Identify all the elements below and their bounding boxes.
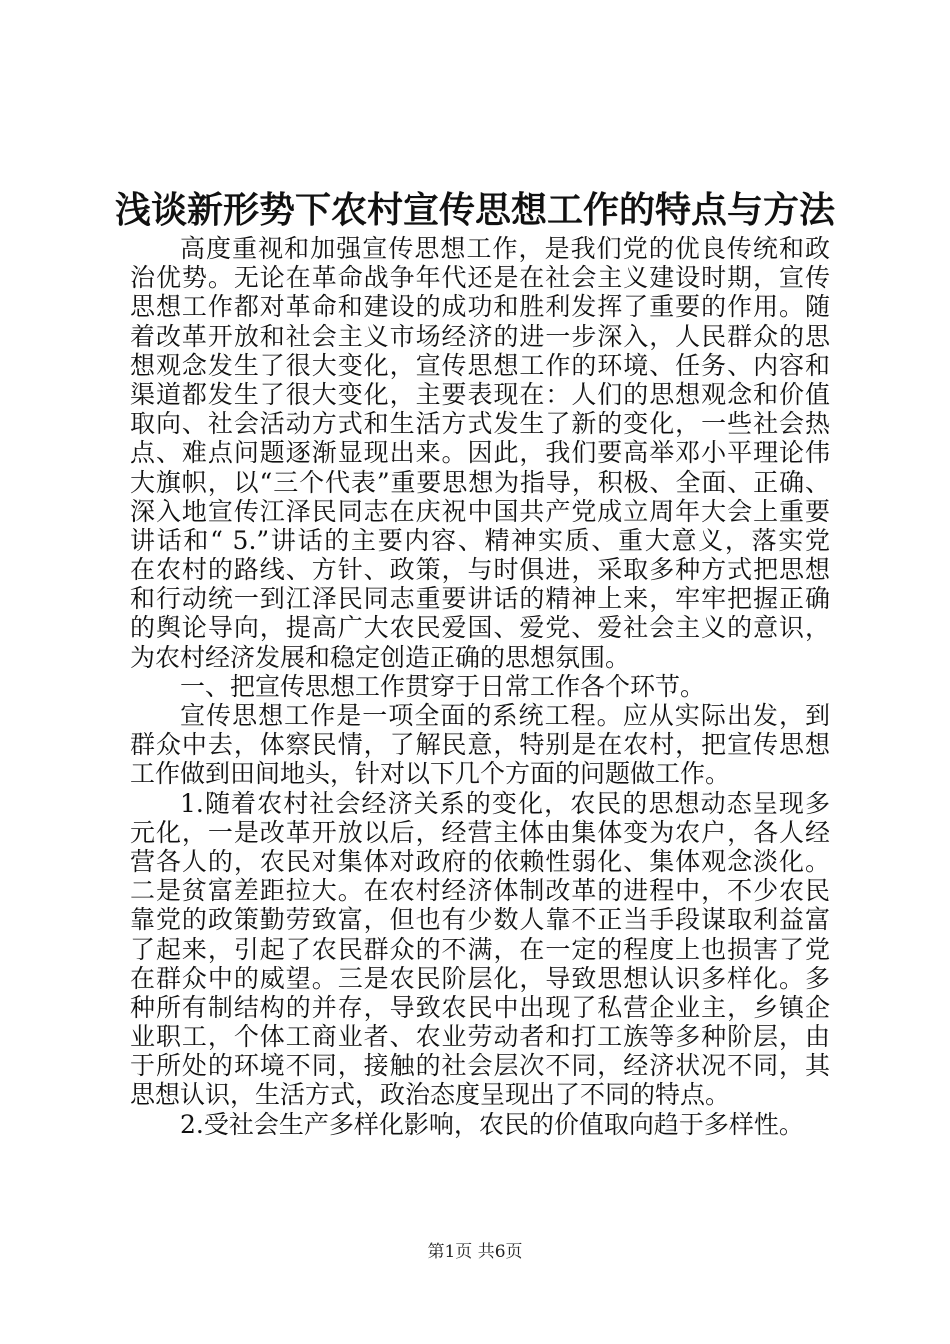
text-line: 种所有制结构的并存，导致农民中出现了私营企业主，乡镇企 — [130, 992, 830, 1022]
text-line: 思想认识，生活方式，政治态度呈现出了不同的特点。 — [130, 1080, 731, 1110]
text-line: 在农村的路线、方针、政策，与时俱进，采取多种方式把思想 — [130, 555, 830, 585]
text-line: 思想工作都对革命和建设的成功和胜利发挥了重要的作用。随 — [130, 292, 830, 322]
text-line: 1.随着农村社会经济关系的变化，农民的思想动态呈现多 — [180, 788, 830, 818]
text-line: 想观念发生了很大变化，宣传思想工作的环境、任务、内容和 — [130, 350, 830, 380]
text-line: 高度重视和加强宣传思想工作，是我们党的优良传统和政 — [180, 234, 830, 263]
document-body — [130, 234, 830, 1139]
text-line: 元化，一是改革开放以后，经营主体由集体变为农户，各人经 — [130, 817, 830, 847]
text-line: 和行动统一到江泽民同志重要讲话的精神上来，牢牢把握正确 — [130, 584, 830, 614]
text-line: 为农村经济发展和稳定创造正确的思想氛围。 — [130, 642, 631, 672]
text-line: 渠道都发生了很大变化，主要表现在：人们的思想观念和价值 — [130, 379, 830, 409]
text-line: 群众中去，体察民情，了解民意，特别是在农村，把宣传思想 — [130, 730, 830, 760]
text-line: 点、难点问题逐渐显现出来。因此，我们要高举邓小平理论伟 — [130, 438, 830, 468]
text-line: 着改革开放和社会主义市场经济的进一步深入，人民群众的思 — [130, 321, 830, 351]
text-line: 2.受社会生产多样化影响，农民的价值取向趋于多样性。 — [180, 1109, 804, 1139]
text-line: 营各人的，农民对集体对政府的依赖性弱化、集体观念淡化。 — [130, 846, 830, 876]
text-line: 取向、社会活动方式和生活方式发生了新的变化，一些社会热 — [130, 409, 830, 439]
text-line: 深入地宣传江泽民同志在庆祝中国共产党成立周年大会上重要 — [130, 496, 830, 526]
text-line: 于所处的环境不同，接触的社会层次不同，经济状况不同，其 — [130, 1051, 830, 1081]
text-line: 了起来，引起了农民群众的不满，在一定的程度上也损害了党 — [130, 934, 830, 964]
text-line: 的舆论导向，提高广大农民爱国、爱党、爱社会主义的意识， — [130, 613, 830, 643]
text-line: 二是贫富差距拉大。在农村经济体制改革的进程中，不少农民 — [130, 876, 830, 906]
text-line: 工作做到田间地头，针对以下几个方面的问题做工作。 — [130, 759, 731, 789]
text-line: 讲话和“ 5.”讲话的主要内容、精神实质、重大意义，落实党 — [130, 525, 830, 555]
text-line: 业职工，个体工商业者、农业劳动者和打工族等多种阶层，由 — [130, 1022, 830, 1052]
page-footer: 第1页 共6页 — [427, 1242, 523, 1262]
document-title: 浅谈新形势下农村宣传思想工作的特点与方法 — [114, 189, 835, 231]
text-line: 大旗帜，以“三个代表”重要思想为指导，积极、全面、正确、 — [130, 467, 830, 497]
text-line: 治优势。无论在革命战争年代还是在社会主义建设时期，宣传 — [130, 263, 830, 293]
text-line: 在群众中的威望。三是农民阶层化，导致思想认识多样化。多 — [130, 963, 830, 993]
text-line: 靠党的政策勤劳致富，但也有少数人靠不正当手段谋取利益富 — [130, 905, 830, 935]
text-line: 宣传思想工作是一项全面的系统工程。应从实际出发，到 — [180, 701, 830, 730]
text-line: 一、把宣传思想工作贯穿于日常工作各个环节。 — [180, 671, 706, 701]
